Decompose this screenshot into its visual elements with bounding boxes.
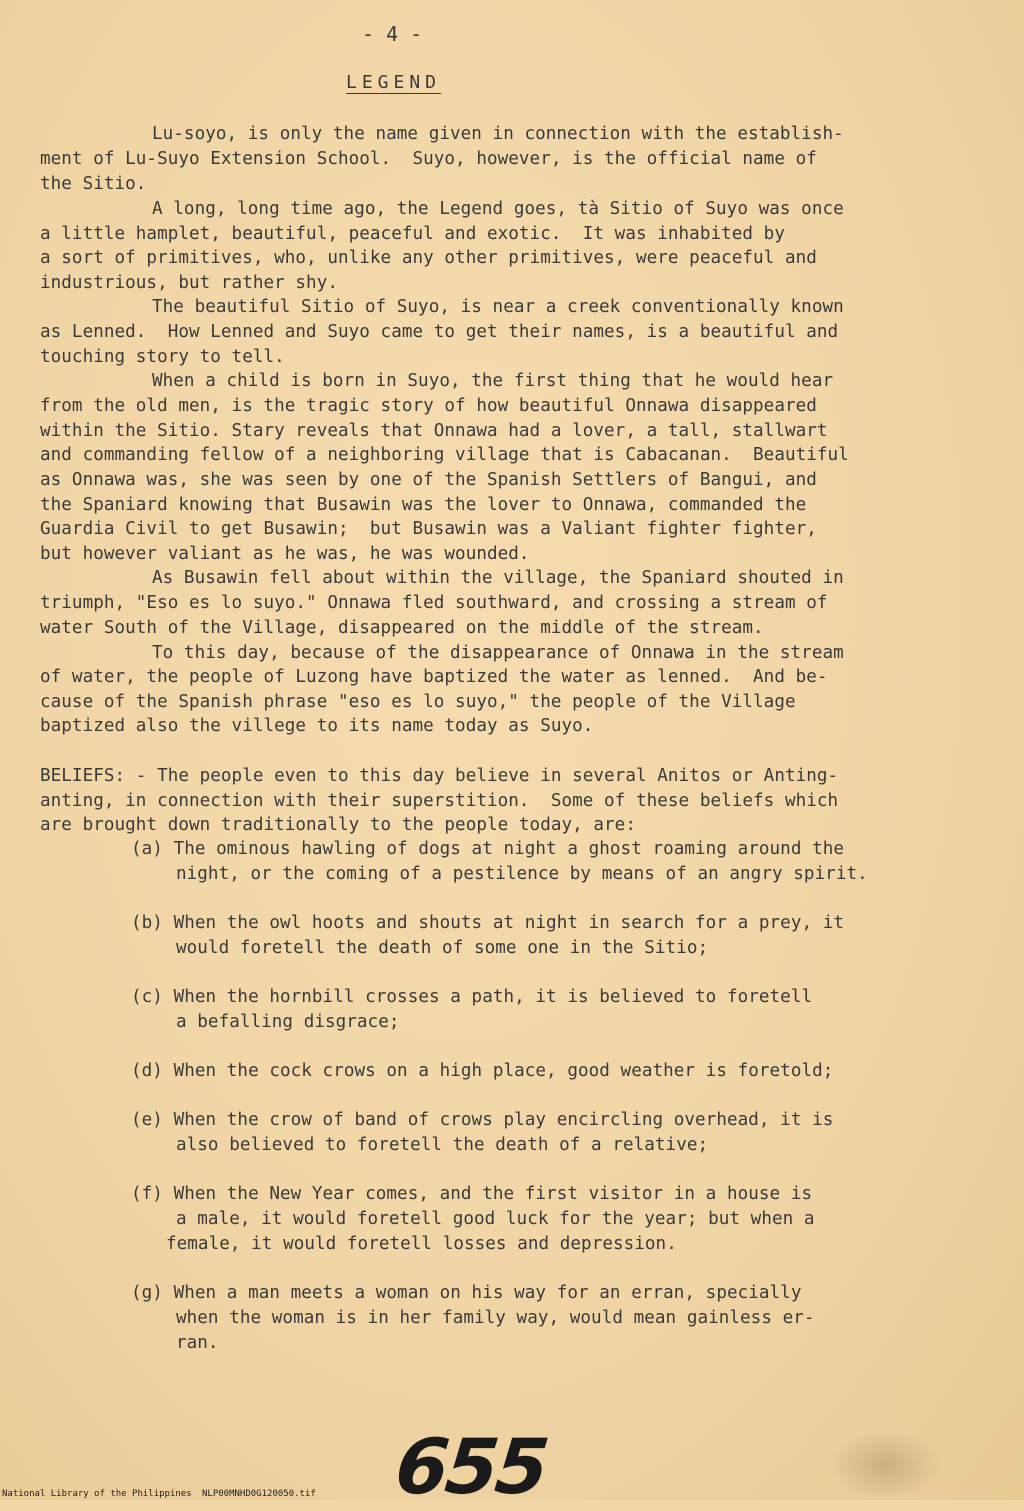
text-line: touching story to tell. <box>40 347 285 367</box>
text-line: the Spaniard knowing that Busawin was the lover to Onnawa, commanded the <box>40 495 807 515</box>
belief-item-f-cont: a male, it would foretell good luck for the year; but when a <box>176 1209 815 1229</box>
text-line: anting, in connection with their superstition. Some of these beliefs which <box>40 791 839 811</box>
text-line: a sort of primitives, who, unlike any other primitives, were peaceful and <box>40 248 817 268</box>
belief-item-b: (b) When the owl hoots and shouts at night in search for a prey, it <box>131 913 845 933</box>
text-line: The beautiful Sitio of Suyo, is near a creek conventionally known <box>152 297 844 317</box>
belief-item-c: (c) When the hornbill crosses a path, it is believed to foretell <box>131 987 813 1007</box>
page-title: LEGEND <box>346 72 442 93</box>
text-line: and commanding fellow of a neighboring village that is Cabacanan. Beautiful <box>40 445 849 465</box>
text-line: When a child is born in Suyo, the first thing that he would hear <box>152 371 834 391</box>
belief-item-g: (g) When a man meets a woman on his way for an erran, specially <box>131 1283 802 1303</box>
text-line: baptized also the villege to its name today as Suyo. <box>40 716 594 736</box>
text-line: within the Sitio. Stary reveals that Onnawa had a lover, a tall, stallwart <box>40 421 828 441</box>
belief-item-f: (f) When the New Year comes, and the first visitor in a house is <box>131 1184 813 1204</box>
text-line: To this day, because of the disappearance of Onnawa in the stream <box>152 643 844 663</box>
handwritten-page-stamp: 655 <box>391 1422 551 1511</box>
text-line: but however valiant as he was, he was wounded. <box>40 544 530 564</box>
text-line: are brought down traditionally to the people today, are: <box>40 815 636 835</box>
text-line: the Sitio. <box>40 174 147 194</box>
belief-item-a: (a) The ominous hawling of dogs at night a ghost roaming around the <box>131 839 845 859</box>
footer-file-name: NLP00MNHD0G120050.tif <box>202 1489 316 1499</box>
paper-stain <box>830 1430 940 1500</box>
belief-item-b-cont: would foretell the death of some one in the Sitio; <box>176 938 709 958</box>
text-line: industrious, but rather shy. <box>40 273 338 293</box>
text-line: A long, long time ago, the Legend goes, tà Sitio of Suyo was once <box>152 199 844 219</box>
belief-item-g-cont: ran. <box>176 1333 219 1353</box>
beliefs-heading-line: BELIEFS: - The people even to this day believe in several Anitos or Anting- <box>40 766 839 786</box>
belief-item-e-cont: also believed to foretell the death of a relative; <box>176 1135 709 1155</box>
text-line: water South of the Village, disappeared on the middle of the stream. <box>40 618 764 638</box>
belief-item-d: (d) When the cock crows on a high place, good weather is foretold; <box>131 1061 834 1081</box>
text-line: a little hamplet, beautiful, peaceful and exotic. It was inhabited by <box>40 224 785 244</box>
belief-item-c-cont: a befalling disgrace; <box>176 1012 400 1032</box>
text-line: ment of Lu-Suyo Extension School. Suyo, however, is the official name of <box>40 149 817 169</box>
text-line: as Lenned. How Lenned and Suyo came to get their names, is a beautiful and <box>40 322 839 342</box>
footer-library-credit: National Library of the Philippines <box>2 1489 192 1499</box>
text-line: Guardia Civil to get Busawin; but Busawin was a Valiant fighter fighter, <box>40 519 817 539</box>
text-line: triumph, "Eso es lo suyo." Onnawa fled southward, and crossing a stream of <box>40 593 828 613</box>
belief-item-a-cont: night, or the coming of a pestilence by means of an angry spirit. <box>176 864 868 884</box>
text-line: as Onnawa was, she was seen by one of the Spanish Settlers of Bangui, and <box>40 470 817 490</box>
text-line: cause of the Spanish phrase "eso es lo suyo," the people of the Village <box>40 692 796 712</box>
belief-item-f-cont: female, it would foretell losses and depression. <box>166 1234 677 1254</box>
text-line: of water, the people of Luzong have baptized the water as lenned. And be- <box>40 667 828 687</box>
text-line: from the old men, is the tragic story of how beautiful Onnawa disappeared <box>40 396 817 416</box>
belief-item-e: (e) When the crow of band of crows play encircling overhead, it is <box>131 1110 834 1130</box>
text-line: Lu-soyo, is only the name given in connection with the establish- <box>152 124 844 144</box>
text-line: As Busawin fell about within the village, the Spaniard shouted in <box>152 568 844 588</box>
page-number: - 4 - <box>362 22 423 46</box>
belief-item-g-cont: when the woman is in her family way, would mean gainless er- <box>176 1308 815 1328</box>
